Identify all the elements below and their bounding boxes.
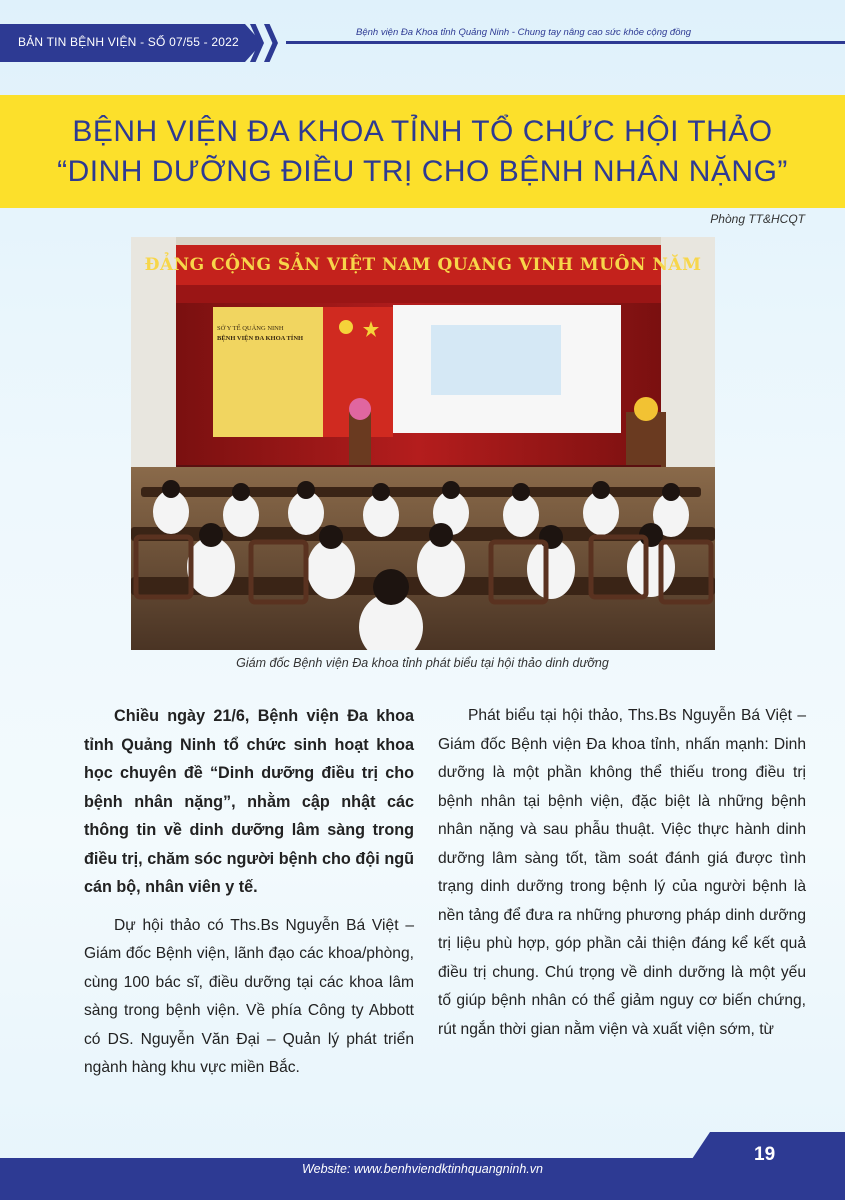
article-author: Phòng TT&HCQT <box>710 212 805 226</box>
article-title-line-2: “DINH DƯỠNG ĐIỀU TRỊ CHO BỆNH NHÂN NẶNG” <box>57 155 788 188</box>
photo-banner-text: ĐẢNG CỘNG SẢN VIỆT NAM QUANG VINH MUÔN NĂM <box>144 255 702 275</box>
conference-photo <box>131 237 715 650</box>
article-lead: Chiều ngày 21/6, Bệnh viện Đa khoa tỉnh Quảng Ninh tổ chức sinh hoạt khoa học chuyên đề “Dinh dưỡng điều trị cho bệnh nhân nặng”, nhằm cập nhật các thông tin về dinh dưỡng lâm sàng trong điều trị, chăm sóc người bệnh cho đội ngũ cán bộ, nhân viên y tế. <box>84 707 414 896</box>
footer-website: Website: www.benhviendktinhquangninh.vn <box>302 1162 543 1176</box>
header-rule <box>286 41 845 44</box>
article-title-line-1: BỆNH VIỆN ĐA KHOA TỈNH TỔ CHỨC HỘI THẢO <box>72 115 773 148</box>
article-column-left <box>84 702 414 1083</box>
article-paragraph: Dự hội thảo có Ths.Bs Nguyễn Bá Việt – Giám đốc Bệnh viện, lãnh đạo các khoa/phòng, cùng 100 bác sĩ, điều dưỡng tại các khoa lâm sàng trong bệnh viện. Về phía Công ty Abbott có DS. Nguyễn Văn Đại – Quản lý phát triển ngành hàng khu vực miền Bắc. <box>84 916 414 1076</box>
page-number: 19 <box>754 1144 776 1165</box>
chevron-right-icon <box>264 24 278 62</box>
photo-wall-text-2: BỆNH VIỆN ĐA KHOA TỈNH <box>217 335 304 342</box>
article-paragraph: Phát biểu tại hội thảo, Ths.Bs Nguyễn Bá Việt – Giám đốc Bệnh viện Đa khoa tỉnh, nhấn mạnh: Dinh dưỡng là một phần không thể thiếu trong điều trị bệnh nhân tại bệnh viện, đặc biệt là những bệnh nhân nặng và sau phẫu thuật. Việc thực hành dinh dưỡng lâm sàng tốt, tầm soát đánh giá được tình trạng dinh dưỡng trong bệnh lý của người bệnh là nền tảng để đưa ra những phương pháp dinh dưỡng trị liệu phù hợp, góp phần cải thiện đáng kể kết quả điều trị chung. Chú trọng về dinh dưỡng là một yếu tố giúp bệnh nhân có thể giảm nguy cơ biến chứng, rút ngắn thời gian nằm viện và xuất viện sớm, từ <box>438 707 806 1038</box>
photo-caption: Giám đốc Bệnh viện Đa khoa tỉnh phát biểu tại hội thảo dinh dưỡng <box>236 656 609 670</box>
article-title-band <box>0 95 845 208</box>
issue-label: BẢN TIN BỆNH VIỆN - SỐ 07/55 - 2022 <box>18 35 239 49</box>
header-slogan: Bệnh viện Đa Khoa tỉnh Quảng Ninh - Chung tay nâng cao sức khỏe cộng đồng <box>356 27 692 38</box>
page-header <box>0 0 845 64</box>
photo-wall-text-1: SỞ Y TẾ QUẢNG NINH <box>217 325 284 332</box>
article-column-right <box>438 702 806 1044</box>
article-photo <box>131 237 715 650</box>
